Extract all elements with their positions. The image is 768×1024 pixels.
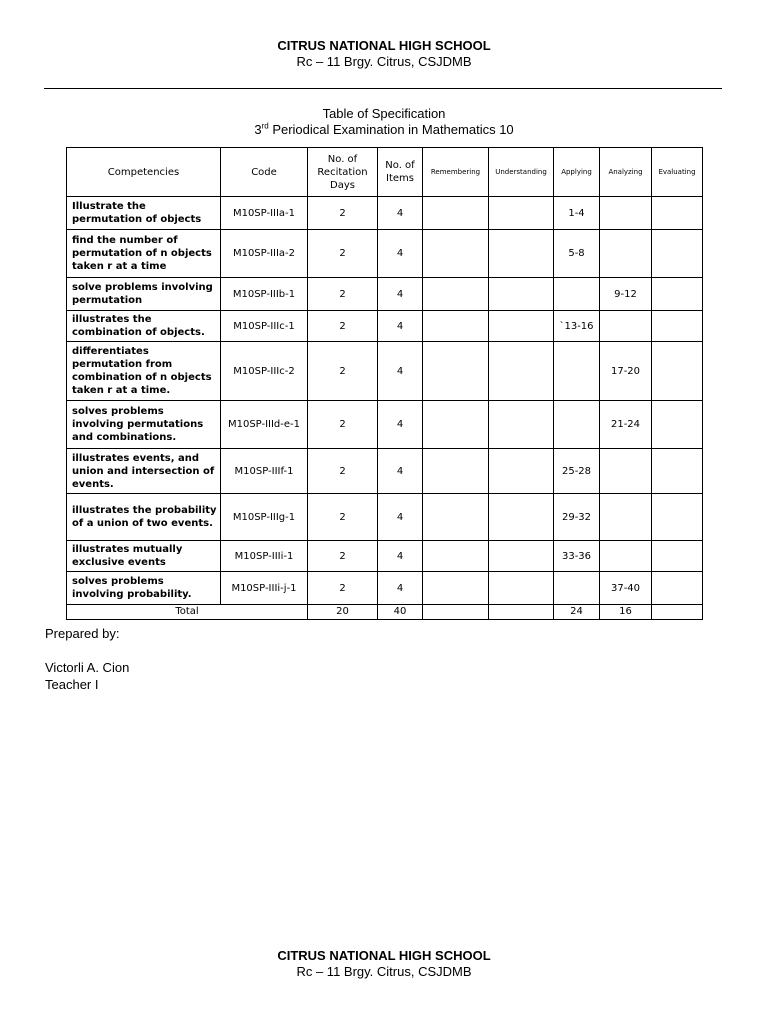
evaluating-cell bbox=[652, 311, 703, 342]
remembering-cell bbox=[423, 278, 489, 311]
total-items: 40 bbox=[378, 605, 423, 620]
days-cell: 2 bbox=[308, 494, 378, 541]
competency-cell: illustrates mutually exclusive events bbox=[67, 541, 221, 572]
analyzing-cell bbox=[600, 449, 652, 494]
items-cell: 4 bbox=[378, 197, 423, 230]
code-cell: M10SP-IIIf-1 bbox=[221, 449, 308, 494]
footer-school-address: Rc – 11 Brgy. Citrus, CSJDMB bbox=[296, 964, 472, 979]
competency-cell: illustrates the probability of a union of two events. bbox=[67, 494, 221, 541]
header-recitation-days: No. of Recitation Days bbox=[308, 148, 378, 197]
code-cell: M10SP-IIIc-1 bbox=[221, 311, 308, 342]
remembering-cell bbox=[423, 342, 489, 401]
table-row bbox=[67, 572, 703, 605]
total-understanding bbox=[489, 605, 554, 620]
remembering-cell bbox=[423, 401, 489, 449]
competency-cell: differentiates permutation from combination of n objects taken r at a time. bbox=[67, 342, 221, 401]
items-cell: 4 bbox=[378, 494, 423, 541]
understanding-cell bbox=[489, 197, 554, 230]
competency-cell: solves problems involving probability. bbox=[67, 572, 221, 605]
items-cell: 4 bbox=[378, 401, 423, 449]
evaluating-cell bbox=[652, 449, 703, 494]
table-header-row bbox=[67, 148, 703, 197]
understanding-cell bbox=[489, 311, 554, 342]
days-cell: 2 bbox=[308, 197, 378, 230]
code-cell: M10SP-IIIi-j-1 bbox=[221, 572, 308, 605]
evaluating-cell bbox=[652, 197, 703, 230]
remembering-cell bbox=[423, 311, 489, 342]
remembering-cell bbox=[423, 230, 489, 278]
total-row bbox=[67, 605, 703, 620]
competency-cell: find the number of permutation of n objects taken r at a time bbox=[67, 230, 221, 278]
remembering-cell bbox=[423, 197, 489, 230]
total-days: 20 bbox=[308, 605, 378, 620]
understanding-cell bbox=[489, 401, 554, 449]
header-evaluating: Evaluating bbox=[652, 148, 703, 197]
items-cell: 4 bbox=[378, 342, 423, 401]
subtitle-text: Periodical Examination in Mathematics 10 bbox=[268, 122, 514, 137]
header-applying: Applying bbox=[554, 148, 600, 197]
understanding-cell bbox=[489, 572, 554, 605]
school-name: CITRUS NATIONAL HIGH SCHOOL bbox=[277, 38, 491, 53]
analyzing-cell: 37-40 bbox=[600, 572, 652, 605]
analyzing-cell bbox=[600, 197, 652, 230]
applying-cell: 29-32 bbox=[554, 494, 600, 541]
header-understanding: Understanding bbox=[489, 148, 554, 197]
footer-school-name: CITRUS NATIONAL HIGH SCHOOL bbox=[277, 948, 491, 963]
evaluating-cell bbox=[652, 278, 703, 311]
document-subtitle bbox=[0, 122, 768, 138]
subtitle-ordinal: 3 bbox=[254, 122, 262, 137]
evaluating-cell bbox=[652, 230, 703, 278]
understanding-cell bbox=[489, 230, 554, 278]
table-row bbox=[67, 342, 703, 401]
signature-block bbox=[45, 625, 129, 693]
code-cell: M10SP-IIIa-2 bbox=[221, 230, 308, 278]
applying-cell: 25-28 bbox=[554, 449, 600, 494]
table-row bbox=[67, 449, 703, 494]
days-cell: 2 bbox=[308, 342, 378, 401]
evaluating-cell bbox=[652, 401, 703, 449]
preparer-name: Victorli A. Cion bbox=[45, 660, 130, 675]
remembering-cell bbox=[423, 541, 489, 572]
applying-cell bbox=[554, 342, 600, 401]
code-cell: M10SP-IIIi-1 bbox=[221, 541, 308, 572]
table-row bbox=[67, 541, 703, 572]
remembering-cell bbox=[423, 449, 489, 494]
competency-cell: illustrates the combination of objects. bbox=[67, 311, 221, 342]
competency-cell: solves problems involving permutations and combinations. bbox=[67, 401, 221, 449]
total-applying: 24 bbox=[554, 605, 600, 620]
items-cell: 4 bbox=[378, 278, 423, 311]
items-cell: 4 bbox=[378, 230, 423, 278]
analyzing-cell bbox=[600, 541, 652, 572]
header-code: Code bbox=[221, 148, 308, 197]
table-row bbox=[67, 197, 703, 230]
applying-cell bbox=[554, 401, 600, 449]
school-address: Rc – 11 Brgy. Citrus, CSJDMB bbox=[296, 54, 472, 69]
understanding-cell bbox=[489, 541, 554, 572]
document-titles bbox=[0, 106, 768, 138]
signature-spacer bbox=[45, 642, 129, 659]
total-label: Total bbox=[67, 605, 308, 620]
preparer-position: Teacher I bbox=[45, 677, 99, 692]
code-cell: M10SP-IIIb-1 bbox=[221, 278, 308, 311]
days-cell: 2 bbox=[308, 401, 378, 449]
prepared-by-label: Prepared by: bbox=[45, 626, 120, 641]
analyzing-cell: 9-12 bbox=[600, 278, 652, 311]
applying-cell: 1-4 bbox=[554, 197, 600, 230]
page-header bbox=[0, 38, 768, 70]
header-competencies: Competencies bbox=[67, 148, 221, 197]
understanding-cell bbox=[489, 449, 554, 494]
evaluating-cell bbox=[652, 494, 703, 541]
days-cell: 2 bbox=[308, 311, 378, 342]
understanding-cell bbox=[489, 494, 554, 541]
table-row bbox=[67, 494, 703, 541]
code-cell: M10SP-IIIg-1 bbox=[221, 494, 308, 541]
items-cell: 4 bbox=[378, 311, 423, 342]
code-cell: M10SP-IIId-e-1 bbox=[221, 401, 308, 449]
total-analyzing: 16 bbox=[600, 605, 652, 620]
table-row bbox=[67, 278, 703, 311]
analyzing-cell bbox=[600, 311, 652, 342]
competency-cell: solve problems involving permutation bbox=[67, 278, 221, 311]
understanding-cell bbox=[489, 342, 554, 401]
days-cell: 2 bbox=[308, 278, 378, 311]
header-remembering: Remembering bbox=[423, 148, 489, 197]
page-footer-header bbox=[0, 948, 768, 980]
competency-cell: Illustrate the permutation of objects bbox=[67, 197, 221, 230]
applying-cell bbox=[554, 572, 600, 605]
days-cell: 2 bbox=[308, 230, 378, 278]
understanding-cell bbox=[489, 278, 554, 311]
evaluating-cell bbox=[652, 342, 703, 401]
total-remembering bbox=[423, 605, 489, 620]
table-row bbox=[67, 230, 703, 278]
evaluating-cell bbox=[652, 541, 703, 572]
specification-table bbox=[66, 147, 703, 620]
days-cell: 2 bbox=[308, 541, 378, 572]
items-cell: 4 bbox=[378, 572, 423, 605]
remembering-cell bbox=[423, 572, 489, 605]
total-evaluating bbox=[652, 605, 703, 620]
items-cell: 4 bbox=[378, 541, 423, 572]
header-analyzing: Analyzing bbox=[600, 148, 652, 197]
analyzing-cell bbox=[600, 494, 652, 541]
days-cell: 2 bbox=[308, 572, 378, 605]
evaluating-cell bbox=[652, 572, 703, 605]
header-divider bbox=[44, 88, 722, 89]
subtitle-ordinal-suffix: rd bbox=[261, 121, 269, 131]
table-row bbox=[67, 311, 703, 342]
remembering-cell bbox=[423, 494, 489, 541]
analyzing-cell bbox=[600, 230, 652, 278]
applying-cell bbox=[554, 278, 600, 311]
analyzing-cell: 17-20 bbox=[600, 342, 652, 401]
code-cell: M10SP-IIIa-1 bbox=[221, 197, 308, 230]
days-cell: 2 bbox=[308, 449, 378, 494]
analyzing-cell: 21-24 bbox=[600, 401, 652, 449]
applying-cell: 5-8 bbox=[554, 230, 600, 278]
code-cell: M10SP-IIIc-2 bbox=[221, 342, 308, 401]
table-row bbox=[67, 401, 703, 449]
items-cell: 4 bbox=[378, 449, 423, 494]
applying-cell: 33-36 bbox=[554, 541, 600, 572]
header-items: No. of Items bbox=[378, 148, 423, 197]
competency-cell: illustrates events, and union and intersection of events. bbox=[67, 449, 221, 494]
document-title: Table of Specification bbox=[322, 106, 446, 121]
applying-cell: `13-16 bbox=[554, 311, 600, 342]
